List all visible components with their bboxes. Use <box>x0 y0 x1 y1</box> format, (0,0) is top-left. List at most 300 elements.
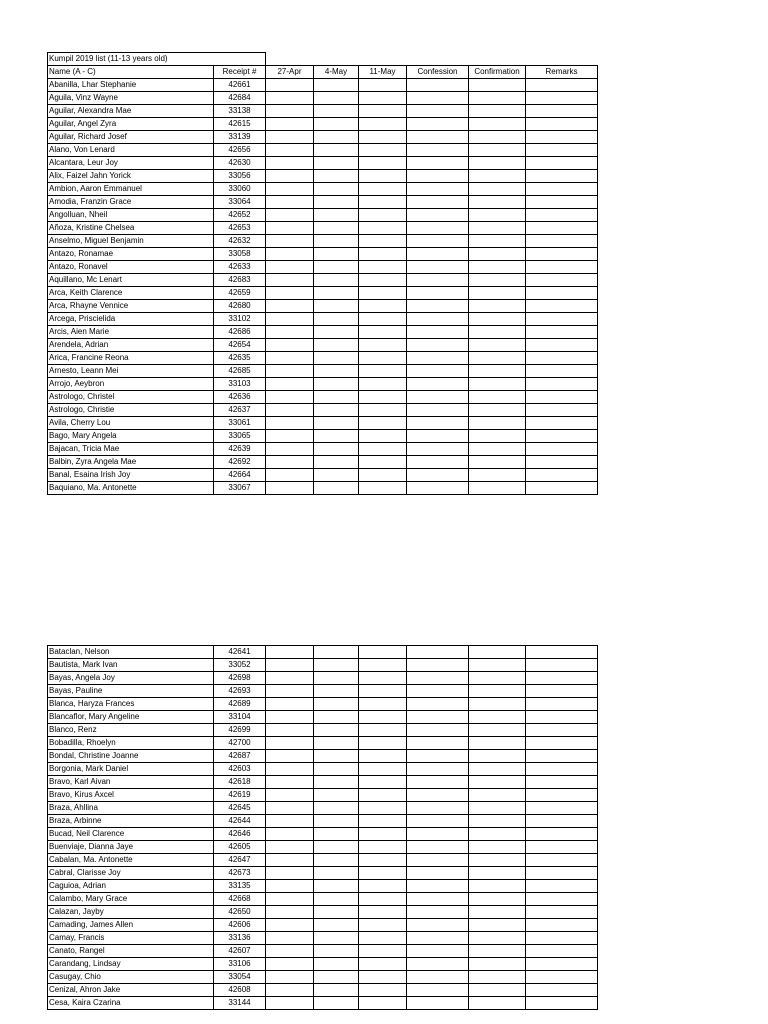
cell-remarks[interactable] <box>526 261 598 274</box>
cell-4-may[interactable] <box>314 248 359 261</box>
cell-11-may[interactable] <box>359 737 407 750</box>
cell-11-may[interactable] <box>359 763 407 776</box>
cell-confirmation[interactable] <box>469 971 526 984</box>
cell-27-apr[interactable] <box>266 352 314 365</box>
cell-27-apr[interactable] <box>266 157 314 170</box>
cell-27-apr[interactable] <box>266 209 314 222</box>
cell-11-may[interactable] <box>359 906 407 919</box>
cell-27-apr[interactable] <box>266 118 314 131</box>
cell-remarks[interactable] <box>526 802 598 815</box>
cell-11-may[interactable] <box>359 932 407 945</box>
cell-27-apr[interactable] <box>266 144 314 157</box>
cell-4-may[interactable] <box>314 880 359 893</box>
cell-4-may[interactable] <box>314 209 359 222</box>
cell-27-apr[interactable] <box>266 183 314 196</box>
cell-27-apr[interactable] <box>266 131 314 144</box>
cell-4-may[interactable] <box>314 711 359 724</box>
cell-27-apr[interactable] <box>266 841 314 854</box>
cell-confession[interactable] <box>407 365 469 378</box>
cell-11-may[interactable] <box>359 157 407 170</box>
cell-confession[interactable] <box>407 698 469 711</box>
cell-11-may[interactable] <box>359 672 407 685</box>
cell-confession[interactable] <box>407 170 469 183</box>
cell-confession[interactable] <box>407 893 469 906</box>
cell-4-may[interactable] <box>314 867 359 880</box>
cell-remarks[interactable] <box>526 118 598 131</box>
cell-11-may[interactable] <box>359 378 407 391</box>
cell-11-may[interactable] <box>359 326 407 339</box>
cell-confession[interactable] <box>407 867 469 880</box>
cell-confirmation[interactable] <box>469 287 526 300</box>
cell-4-may[interactable] <box>314 802 359 815</box>
cell-confirmation[interactable] <box>469 945 526 958</box>
cell-remarks[interactable] <box>526 880 598 893</box>
cell-4-may[interactable] <box>314 157 359 170</box>
cell-4-may[interactable] <box>314 685 359 698</box>
cell-11-may[interactable] <box>359 443 407 456</box>
cell-confession[interactable] <box>407 261 469 274</box>
cell-confirmation[interactable] <box>469 261 526 274</box>
cell-confession[interactable] <box>407 339 469 352</box>
cell-11-may[interactable] <box>359 997 407 1010</box>
cell-confirmation[interactable] <box>469 79 526 92</box>
cell-4-may[interactable] <box>314 300 359 313</box>
cell-11-may[interactable] <box>359 919 407 932</box>
cell-27-apr[interactable] <box>266 932 314 945</box>
cell-confirmation[interactable] <box>469 659 526 672</box>
cell-remarks[interactable] <box>526 828 598 841</box>
cell-27-apr[interactable] <box>266 404 314 417</box>
cell-confession[interactable] <box>407 711 469 724</box>
cell-confirmation[interactable] <box>469 646 526 659</box>
cell-4-may[interactable] <box>314 365 359 378</box>
cell-11-may[interactable] <box>359 300 407 313</box>
cell-11-may[interactable] <box>359 352 407 365</box>
cell-confession[interactable] <box>407 880 469 893</box>
cell-11-may[interactable] <box>359 971 407 984</box>
cell-27-apr[interactable] <box>266 971 314 984</box>
cell-confirmation[interactable] <box>469 443 526 456</box>
cell-confession[interactable] <box>407 763 469 776</box>
cell-11-may[interactable] <box>359 802 407 815</box>
cell-confirmation[interactable] <box>469 365 526 378</box>
cell-confirmation[interactable] <box>469 880 526 893</box>
cell-4-may[interactable] <box>314 776 359 789</box>
cell-confession[interactable] <box>407 417 469 430</box>
cell-4-may[interactable] <box>314 828 359 841</box>
cell-remarks[interactable] <box>526 672 598 685</box>
cell-11-may[interactable] <box>359 482 407 495</box>
cell-4-may[interactable] <box>314 443 359 456</box>
cell-4-may[interactable] <box>314 339 359 352</box>
cell-confirmation[interactable] <box>469 339 526 352</box>
cell-27-apr[interactable] <box>266 646 314 659</box>
cell-confirmation[interactable] <box>469 131 526 144</box>
cell-remarks[interactable] <box>526 776 598 789</box>
cell-confirmation[interactable] <box>469 92 526 105</box>
cell-27-apr[interactable] <box>266 802 314 815</box>
cell-11-may[interactable] <box>359 646 407 659</box>
cell-confession[interactable] <box>407 157 469 170</box>
cell-4-may[interactable] <box>314 287 359 300</box>
cell-confession[interactable] <box>407 750 469 763</box>
cell-confirmation[interactable] <box>469 737 526 750</box>
cell-remarks[interactable] <box>526 339 598 352</box>
cell-11-may[interactable] <box>359 209 407 222</box>
cell-4-may[interactable] <box>314 430 359 443</box>
cell-confession[interactable] <box>407 131 469 144</box>
cell-4-may[interactable] <box>314 698 359 711</box>
cell-27-apr[interactable] <box>266 222 314 235</box>
cell-remarks[interactable] <box>526 724 598 737</box>
cell-confession[interactable] <box>407 815 469 828</box>
cell-confession[interactable] <box>407 828 469 841</box>
cell-4-may[interactable] <box>314 646 359 659</box>
cell-11-may[interactable] <box>359 984 407 997</box>
cell-confirmation[interactable] <box>469 196 526 209</box>
cell-remarks[interactable] <box>526 893 598 906</box>
cell-27-apr[interactable] <box>266 997 314 1010</box>
cell-confirmation[interactable] <box>469 248 526 261</box>
cell-11-may[interactable] <box>359 222 407 235</box>
cell-27-apr[interactable] <box>266 867 314 880</box>
cell-remarks[interactable] <box>526 815 598 828</box>
cell-remarks[interactable] <box>526 971 598 984</box>
cell-confirmation[interactable] <box>469 932 526 945</box>
cell-4-may[interactable] <box>314 958 359 971</box>
cell-27-apr[interactable] <box>266 659 314 672</box>
cell-4-may[interactable] <box>314 672 359 685</box>
cell-4-may[interactable] <box>314 659 359 672</box>
cell-remarks[interactable] <box>526 417 598 430</box>
cell-confirmation[interactable] <box>469 144 526 157</box>
cell-confirmation[interactable] <box>469 828 526 841</box>
cell-confirmation[interactable] <box>469 841 526 854</box>
cell-4-may[interactable] <box>314 469 359 482</box>
cell-confirmation[interactable] <box>469 802 526 815</box>
cell-27-apr[interactable] <box>266 378 314 391</box>
cell-27-apr[interactable] <box>266 828 314 841</box>
cell-confirmation[interactable] <box>469 672 526 685</box>
cell-4-may[interactable] <box>314 183 359 196</box>
cell-confession[interactable] <box>407 958 469 971</box>
cell-remarks[interactable] <box>526 300 598 313</box>
cell-27-apr[interactable] <box>266 196 314 209</box>
cell-27-apr[interactable] <box>266 339 314 352</box>
cell-4-may[interactable] <box>314 131 359 144</box>
cell-11-may[interactable] <box>359 945 407 958</box>
cell-11-may[interactable] <box>359 261 407 274</box>
cell-confirmation[interactable] <box>469 906 526 919</box>
cell-11-may[interactable] <box>359 659 407 672</box>
cell-4-may[interactable] <box>314 274 359 287</box>
cell-confession[interactable] <box>407 737 469 750</box>
cell-27-apr[interactable] <box>266 724 314 737</box>
cell-remarks[interactable] <box>526 945 598 958</box>
cell-27-apr[interactable] <box>266 672 314 685</box>
cell-11-may[interactable] <box>359 789 407 802</box>
cell-confirmation[interactable] <box>469 352 526 365</box>
cell-11-may[interactable] <box>359 685 407 698</box>
cell-remarks[interactable] <box>526 737 598 750</box>
cell-27-apr[interactable] <box>266 737 314 750</box>
cell-11-may[interactable] <box>359 196 407 209</box>
cell-remarks[interactable] <box>526 469 598 482</box>
cell-confirmation[interactable] <box>469 456 526 469</box>
cell-confession[interactable] <box>407 646 469 659</box>
cell-4-may[interactable] <box>314 997 359 1010</box>
cell-remarks[interactable] <box>526 313 598 326</box>
cell-4-may[interactable] <box>314 841 359 854</box>
cell-11-may[interactable] <box>359 365 407 378</box>
cell-confession[interactable] <box>407 287 469 300</box>
cell-4-may[interactable] <box>314 313 359 326</box>
cell-27-apr[interactable] <box>266 248 314 261</box>
cell-27-apr[interactable] <box>266 776 314 789</box>
cell-confirmation[interactable] <box>469 170 526 183</box>
cell-confirmation[interactable] <box>469 893 526 906</box>
cell-11-may[interactable] <box>359 776 407 789</box>
cell-confirmation[interactable] <box>469 984 526 997</box>
cell-confirmation[interactable] <box>469 222 526 235</box>
cell-confession[interactable] <box>407 997 469 1010</box>
cell-27-apr[interactable] <box>266 750 314 763</box>
cell-remarks[interactable] <box>526 157 598 170</box>
cell-remarks[interactable] <box>526 209 598 222</box>
cell-confirmation[interactable] <box>469 209 526 222</box>
cell-4-may[interactable] <box>314 79 359 92</box>
cell-confession[interactable] <box>407 326 469 339</box>
cell-confession[interactable] <box>407 300 469 313</box>
cell-remarks[interactable] <box>526 92 598 105</box>
cell-27-apr[interactable] <box>266 984 314 997</box>
cell-27-apr[interactable] <box>266 685 314 698</box>
cell-11-may[interactable] <box>359 118 407 131</box>
cell-27-apr[interactable] <box>266 391 314 404</box>
cell-remarks[interactable] <box>526 248 598 261</box>
cell-27-apr[interactable] <box>266 326 314 339</box>
cell-11-may[interactable] <box>359 854 407 867</box>
cell-remarks[interactable] <box>526 841 598 854</box>
cell-confession[interactable] <box>407 932 469 945</box>
cell-4-may[interactable] <box>314 105 359 118</box>
cell-11-may[interactable] <box>359 404 407 417</box>
cell-confession[interactable] <box>407 724 469 737</box>
cell-remarks[interactable] <box>526 919 598 932</box>
cell-11-may[interactable] <box>359 339 407 352</box>
cell-confirmation[interactable] <box>469 685 526 698</box>
cell-remarks[interactable] <box>526 131 598 144</box>
cell-27-apr[interactable] <box>266 789 314 802</box>
cell-11-may[interactable] <box>359 750 407 763</box>
cell-confession[interactable] <box>407 906 469 919</box>
cell-confirmation[interactable] <box>469 854 526 867</box>
cell-27-apr[interactable] <box>266 469 314 482</box>
cell-4-may[interactable] <box>314 404 359 417</box>
cell-11-may[interactable] <box>359 105 407 118</box>
cell-4-may[interactable] <box>314 144 359 157</box>
cell-confirmation[interactable] <box>469 997 526 1010</box>
cell-11-may[interactable] <box>359 287 407 300</box>
cell-11-may[interactable] <box>359 456 407 469</box>
cell-confession[interactable] <box>407 92 469 105</box>
cell-confirmation[interactable] <box>469 326 526 339</box>
cell-4-may[interactable] <box>314 235 359 248</box>
cell-confirmation[interactable] <box>469 750 526 763</box>
cell-4-may[interactable] <box>314 378 359 391</box>
cell-confirmation[interactable] <box>469 919 526 932</box>
cell-remarks[interactable] <box>526 763 598 776</box>
cell-confirmation[interactable] <box>469 958 526 971</box>
cell-11-may[interactable] <box>359 131 407 144</box>
cell-4-may[interactable] <box>314 326 359 339</box>
cell-remarks[interactable] <box>526 274 598 287</box>
cell-remarks[interactable] <box>526 750 598 763</box>
cell-confirmation[interactable] <box>469 763 526 776</box>
cell-confession[interactable] <box>407 430 469 443</box>
cell-27-apr[interactable] <box>266 105 314 118</box>
cell-remarks[interactable] <box>526 958 598 971</box>
cell-remarks[interactable] <box>526 287 598 300</box>
cell-confirmation[interactable] <box>469 867 526 880</box>
cell-confirmation[interactable] <box>469 776 526 789</box>
cell-confirmation[interactable] <box>469 815 526 828</box>
cell-4-may[interactable] <box>314 906 359 919</box>
cell-confession[interactable] <box>407 971 469 984</box>
cell-confirmation[interactable] <box>469 482 526 495</box>
cell-remarks[interactable] <box>526 789 598 802</box>
cell-confirmation[interactable] <box>469 391 526 404</box>
cell-4-may[interactable] <box>314 815 359 828</box>
cell-4-may[interactable] <box>314 971 359 984</box>
cell-4-may[interactable] <box>314 482 359 495</box>
cell-confession[interactable] <box>407 196 469 209</box>
cell-confirmation[interactable] <box>469 469 526 482</box>
cell-27-apr[interactable] <box>266 274 314 287</box>
cell-27-apr[interactable] <box>266 711 314 724</box>
cell-remarks[interactable] <box>526 854 598 867</box>
cell-4-may[interactable] <box>314 92 359 105</box>
cell-remarks[interactable] <box>526 932 598 945</box>
cell-11-may[interactable] <box>359 815 407 828</box>
cell-4-may[interactable] <box>314 222 359 235</box>
cell-confession[interactable] <box>407 482 469 495</box>
cell-remarks[interactable] <box>526 997 598 1010</box>
cell-27-apr[interactable] <box>266 443 314 456</box>
cell-4-may[interactable] <box>314 456 359 469</box>
cell-confession[interactable] <box>407 274 469 287</box>
cell-remarks[interactable] <box>526 906 598 919</box>
cell-27-apr[interactable] <box>266 945 314 958</box>
cell-11-may[interactable] <box>359 958 407 971</box>
cell-11-may[interactable] <box>359 170 407 183</box>
cell-remarks[interactable] <box>526 659 598 672</box>
cell-confirmation[interactable] <box>469 711 526 724</box>
cell-remarks[interactable] <box>526 222 598 235</box>
cell-confession[interactable] <box>407 443 469 456</box>
cell-27-apr[interactable] <box>266 235 314 248</box>
cell-confession[interactable] <box>407 685 469 698</box>
cell-remarks[interactable] <box>526 646 598 659</box>
cell-11-may[interactable] <box>359 79 407 92</box>
cell-confession[interactable] <box>407 789 469 802</box>
cell-confession[interactable] <box>407 391 469 404</box>
cell-27-apr[interactable] <box>266 456 314 469</box>
cell-4-may[interactable] <box>314 724 359 737</box>
cell-remarks[interactable] <box>526 391 598 404</box>
cell-4-may[interactable] <box>314 763 359 776</box>
cell-11-may[interactable] <box>359 144 407 157</box>
cell-27-apr[interactable] <box>266 170 314 183</box>
cell-confession[interactable] <box>407 248 469 261</box>
cell-remarks[interactable] <box>526 326 598 339</box>
cell-4-may[interactable] <box>314 893 359 906</box>
cell-11-may[interactable] <box>359 711 407 724</box>
cell-4-may[interactable] <box>314 737 359 750</box>
cell-confirmation[interactable] <box>469 300 526 313</box>
cell-remarks[interactable] <box>526 235 598 248</box>
cell-4-may[interactable] <box>314 417 359 430</box>
cell-confession[interactable] <box>407 105 469 118</box>
cell-confession[interactable] <box>407 313 469 326</box>
cell-confirmation[interactable] <box>469 698 526 711</box>
cell-confession[interactable] <box>407 79 469 92</box>
cell-remarks[interactable] <box>526 456 598 469</box>
cell-confirmation[interactable] <box>469 789 526 802</box>
cell-11-may[interactable] <box>359 391 407 404</box>
cell-confirmation[interactable] <box>469 183 526 196</box>
cell-27-apr[interactable] <box>266 906 314 919</box>
cell-confession[interactable] <box>407 456 469 469</box>
cell-27-apr[interactable] <box>266 300 314 313</box>
cell-confession[interactable] <box>407 672 469 685</box>
cell-4-may[interactable] <box>314 170 359 183</box>
cell-confession[interactable] <box>407 984 469 997</box>
cell-11-may[interactable] <box>359 248 407 261</box>
cell-27-apr[interactable] <box>266 261 314 274</box>
cell-4-may[interactable] <box>314 391 359 404</box>
cell-11-may[interactable] <box>359 92 407 105</box>
cell-confirmation[interactable] <box>469 313 526 326</box>
cell-11-may[interactable] <box>359 841 407 854</box>
cell-confession[interactable] <box>407 776 469 789</box>
cell-confession[interactable] <box>407 144 469 157</box>
cell-remarks[interactable] <box>526 482 598 495</box>
cell-27-apr[interactable] <box>266 417 314 430</box>
cell-confession[interactable] <box>407 235 469 248</box>
cell-27-apr[interactable] <box>266 430 314 443</box>
cell-remarks[interactable] <box>526 365 598 378</box>
cell-11-may[interactable] <box>359 698 407 711</box>
cell-4-may[interactable] <box>314 789 359 802</box>
cell-remarks[interactable] <box>526 352 598 365</box>
cell-remarks[interactable] <box>526 404 598 417</box>
cell-confession[interactable] <box>407 659 469 672</box>
cell-11-may[interactable] <box>359 469 407 482</box>
cell-confession[interactable] <box>407 945 469 958</box>
cell-27-apr[interactable] <box>266 763 314 776</box>
cell-11-may[interactable] <box>359 867 407 880</box>
cell-confession[interactable] <box>407 469 469 482</box>
cell-remarks[interactable] <box>526 698 598 711</box>
cell-remarks[interactable] <box>526 984 598 997</box>
cell-confirmation[interactable] <box>469 105 526 118</box>
cell-27-apr[interactable] <box>266 79 314 92</box>
cell-11-may[interactable] <box>359 828 407 841</box>
cell-4-may[interactable] <box>314 919 359 932</box>
cell-confession[interactable] <box>407 378 469 391</box>
cell-confirmation[interactable] <box>469 274 526 287</box>
